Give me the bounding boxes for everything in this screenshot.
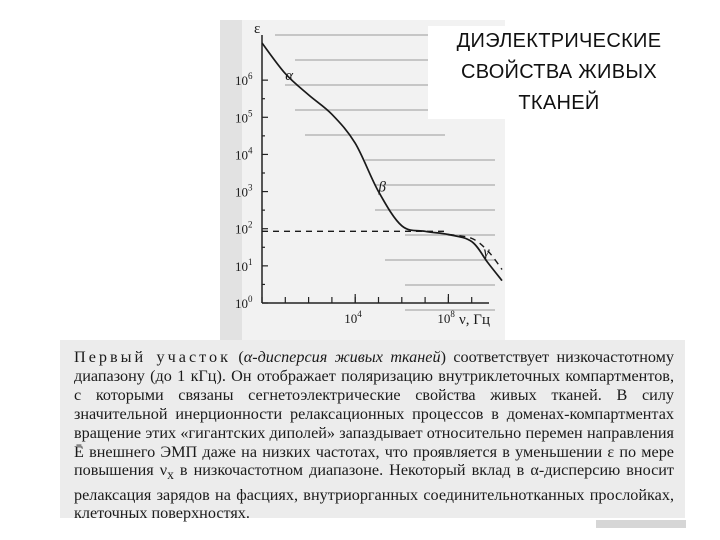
caption-text-run: ) соответствует низкочастотному диапазону (до 1 кГц). Он отображает поляризацию внутриклеточных компартментов, с которыми связаны сегнетоэлектрические свойства живых тканей. В силу значительной инерционности релаксационных процессов в доменах-компартментах вращение этих «гигантских диполей» запаздывает относительно перемен направления — [74, 348, 675, 442]
scanned-text-block — [60, 340, 685, 523]
caption-text-run: в низкочастотном диапазоне. Некоторый вклад в — [173, 461, 531, 480]
y-tick-label: $10^1$ — [235, 256, 253, 274]
caption-text-run: ( — [230, 348, 244, 366]
slide-title-line: ТКАНЕЙ — [518, 92, 600, 114]
y-tick-label: $10^0$ — [235, 294, 253, 311]
caption-italic-term: -дисперсия живых тканей — [252, 348, 441, 366]
dispersion-region-label: α — [285, 68, 294, 85]
caption-text-run: внешнего ЭМП даже на низких частотах, что проявляется в уменьшении — [83, 442, 608, 461]
dispersion-region-label: γ — [483, 244, 490, 261]
y-tick-label: $10^5$ — [235, 108, 253, 126]
x-axis-label: ν, Гц — [459, 312, 490, 328]
caption-paragraph — [74, 348, 674, 523]
caption-subscript: x — [167, 467, 174, 483]
slide-title-line: СВОЙСТВА ЖИВЫХ — [460, 61, 658, 83]
y-tick-label: $10^2$ — [235, 219, 253, 237]
x-tick-label: $10^4$ — [344, 309, 362, 326]
caption-text-run: по мере повышения — [74, 442, 674, 480]
caption-greek-symbol: ν — [159, 461, 168, 480]
x-tick-label: $10^8$ — [437, 309, 455, 326]
caption-lead: Первый участок — [74, 348, 231, 366]
caption-vector-symbol: Ē — [74, 442, 84, 461]
caption-greek-symbol: α — [243, 348, 253, 366]
slide-title-line: ДИЭЛЕКТРИЧЕСКИЕ — [456, 30, 662, 52]
caption-greek-symbol: ε — [607, 442, 615, 461]
caption-text-run: -дисперсию вносит релаксация зарядов на фасциях, внутриорганных соединительнотканных прослойках, клеточных поверхностях. — [74, 461, 674, 523]
y-tick-label: $10^3$ — [235, 182, 253, 200]
scan-edge-shadow — [596, 520, 686, 528]
y-tick-label: $10^4$ — [235, 145, 253, 163]
y-tick-label: $10^6$ — [235, 71, 253, 89]
y-axis-label: ε — [254, 21, 261, 37]
dispersion-region-label: β — [378, 179, 386, 196]
caption-greek-symbol: α — [530, 461, 539, 480]
slide-title — [428, 26, 690, 119]
